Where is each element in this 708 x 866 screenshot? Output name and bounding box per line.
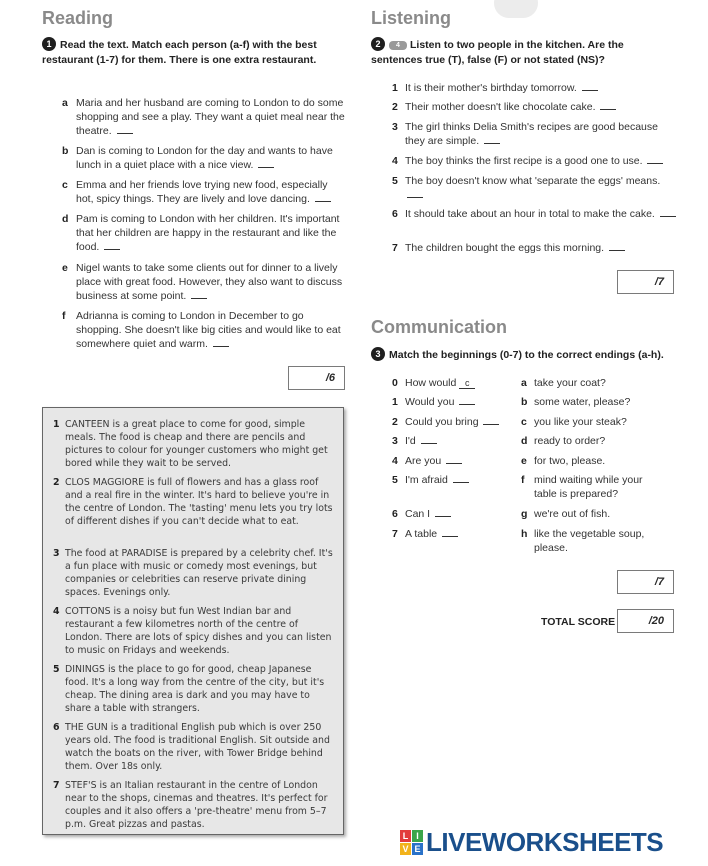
reading-instruction: 1 Read the text. Match each person (a-f) with the best restaurant (1-7) for them. There is one extra restaurant. [42, 39, 317, 66]
beginning-2: 2 Could you bring [392, 415, 512, 429]
answer-blank[interactable] [421, 434, 437, 444]
person-item-f: f Adrianna is coming to London in December to go shopping. She doesn't like big cities and would like to eat somewhere quiet and warm. [62, 310, 341, 350]
logo-icon: L I V E [400, 830, 423, 855]
listening-score-box[interactable]: /7 [617, 270, 674, 294]
person-item-a: a Maria and her husband are coming to London to do some shopping and see a play. They want a quiet meal near the theatre. [62, 97, 345, 137]
decorative-shape [494, 0, 538, 18]
communication-score-box[interactable]: /7 [617, 570, 674, 594]
answer-blank[interactable] [191, 289, 207, 299]
answer-blank[interactable] [435, 507, 451, 517]
restaurant-6: 6 THE GUN is a traditional English pub which is over 250 years old. The food is traditional English. Sit outside and watch the boats on the river, with Tower Bridge behind them. Over 18s only. [53, 722, 330, 772]
answer-blank[interactable] [213, 337, 229, 347]
total-score-label: TOTAL SCORE [541, 616, 616, 628]
beginning-5: 5 I'm afraid [392, 473, 512, 487]
person-item-b: b Dan is coming to London for the day and wants to have lunch in a quiet place with a nice view. [62, 145, 333, 171]
answer-blank[interactable] [582, 81, 598, 91]
restaurant-7: 7 STEF'S is an Italian restaurant in the centre of London near to the shops, cinemas and theatres. It's perfect for couples and it also offers a 'pre-theatre' menu from 5–7 p.m. Great pizzas and pastas. [53, 780, 328, 830]
audio-track-icon[interactable]: 4 [389, 41, 407, 50]
communication-instruction: 3 Match the beginnings (0-7) to the correct endings (a-h). [371, 347, 691, 363]
answer-blank[interactable] [459, 395, 475, 405]
answer-blank[interactable] [446, 454, 462, 464]
beginning-7: 7 A table [392, 527, 512, 541]
ending-c: c you like your steak? [521, 416, 627, 428]
listening-item: 1 It is their mother's birthday tomorrow. [392, 81, 677, 95]
answer-blank[interactable] [609, 241, 625, 251]
exercise-number: 3 [371, 347, 385, 361]
answer-blank[interactable] [453, 473, 469, 483]
example-answer: c [459, 378, 475, 389]
restaurant-2: 2 CLOS MAGGIORE is full of flowers and has a glass roof and a real fire in the winter. It's hard to believe you're in the centre of London. The 'tasting' menu lets you try lots of different dishes if you can't decide what to eat. [53, 477, 333, 527]
answer-blank[interactable] [407, 188, 423, 198]
answer-blank[interactable] [117, 124, 133, 134]
exercise-number: 2 [371, 37, 385, 51]
listening-item: 7 The children bought the eggs this morning. [392, 241, 677, 255]
listening-item: 2 Their mother doesn't like chocolate cake. [392, 100, 677, 114]
communication-heading: Communication [371, 317, 508, 337]
ending-e: e for two, please. [521, 455, 606, 467]
answer-blank[interactable] [600, 100, 616, 110]
listening-item: 5 The boy doesn't know what 'separate the eggs' means. [392, 174, 677, 202]
person-item-e: e Nigel wants to take some clients out for dinner to a lively place with great food. However, they also want to discuss business at some point. [62, 262, 343, 302]
ending-a: a take your coat? [521, 377, 606, 389]
ending-b: b some water, please? [521, 396, 631, 408]
beginning-4: 4 Are you [392, 454, 512, 468]
answer-blank[interactable] [647, 154, 663, 164]
person-item-d: d Pam is coming to London with her children. It's important that her children are happy in the restaurant and like the food. [62, 213, 340, 253]
listening-heading: Listening [371, 8, 451, 28]
person-item-c: c Emma and her friends love trying new food, especially hot, spicy things. They are lively and love dancing. [62, 178, 346, 206]
restaurant-5: 5 DININGS is the place to go for good, cheap Japanese food. It's a long way from the centre of the city, but it's cheap. The dining area is dark and you may have to share a table with strangers. [53, 664, 325, 714]
restaurant-1: 1 CANTEEN is a great place to come for good, simple meals. The food is cheap and there are pencils and pictures to colour for younger customers who might get bored while they wait to be served. [53, 419, 328, 469]
ending-g: g we're out of fish. [521, 508, 611, 520]
listening-item: 3 The girl thinks Delia Smith's recipes are good because they are simple. [392, 121, 658, 147]
answer-blank[interactable] [104, 240, 120, 250]
beginning-0: 0 How would c [392, 376, 512, 390]
beginning-3: 3 I'd [392, 434, 512, 448]
beginning-6: 6 Can I [392, 507, 512, 521]
restaurants-box [42, 407, 344, 835]
reading-heading: Reading [42, 8, 114, 28]
exercise-number: 1 [42, 37, 56, 51]
answer-blank[interactable] [442, 527, 458, 537]
answer-blank[interactable] [660, 207, 676, 217]
answer-blank[interactable] [258, 158, 274, 168]
ending-h: h like the vegetable soup, please. [521, 528, 645, 554]
logo-wordmark: LIVEWORKSHEETS [426, 826, 664, 857]
answer-blank[interactable] [484, 134, 500, 144]
total-score-box[interactable]: /20 [617, 609, 674, 633]
liveworksheets-logo [400, 826, 663, 858]
reading-score-box[interactable]: /6 [288, 366, 345, 390]
listening-item: 4 The boy thinks the first recipe is a good one to use. [392, 154, 677, 168]
restaurant-4: 4 COTTONS is a noisy but fun West Indian bar and restaurant a few kilometres north of the centre of London. There are lots of spicy dishes and you can listen to music on Fridays and weekends. [53, 606, 332, 656]
ending-f: f mind waiting while your table is prepared? [521, 474, 643, 500]
listening-item: 6 It should take about an hour in total to make the cake. [392, 207, 677, 221]
answer-blank[interactable] [315, 192, 331, 202]
ending-d: d ready to order? [521, 435, 606, 447]
listening-instruction: 2 4 Listen to two people in the kitchen. Are the sentences true (T), false (F) or not stated (NS)? [371, 39, 624, 66]
beginning-1: 1 Would you [392, 395, 512, 409]
answer-blank[interactable] [483, 415, 499, 425]
restaurant-3: 3 The food at PARADISE is prepared by a celebrity chef. It's a fun place with music or comedy most evenings, but companies or celebrities can reserve private dining spaces. Evenings only. [53, 548, 333, 598]
